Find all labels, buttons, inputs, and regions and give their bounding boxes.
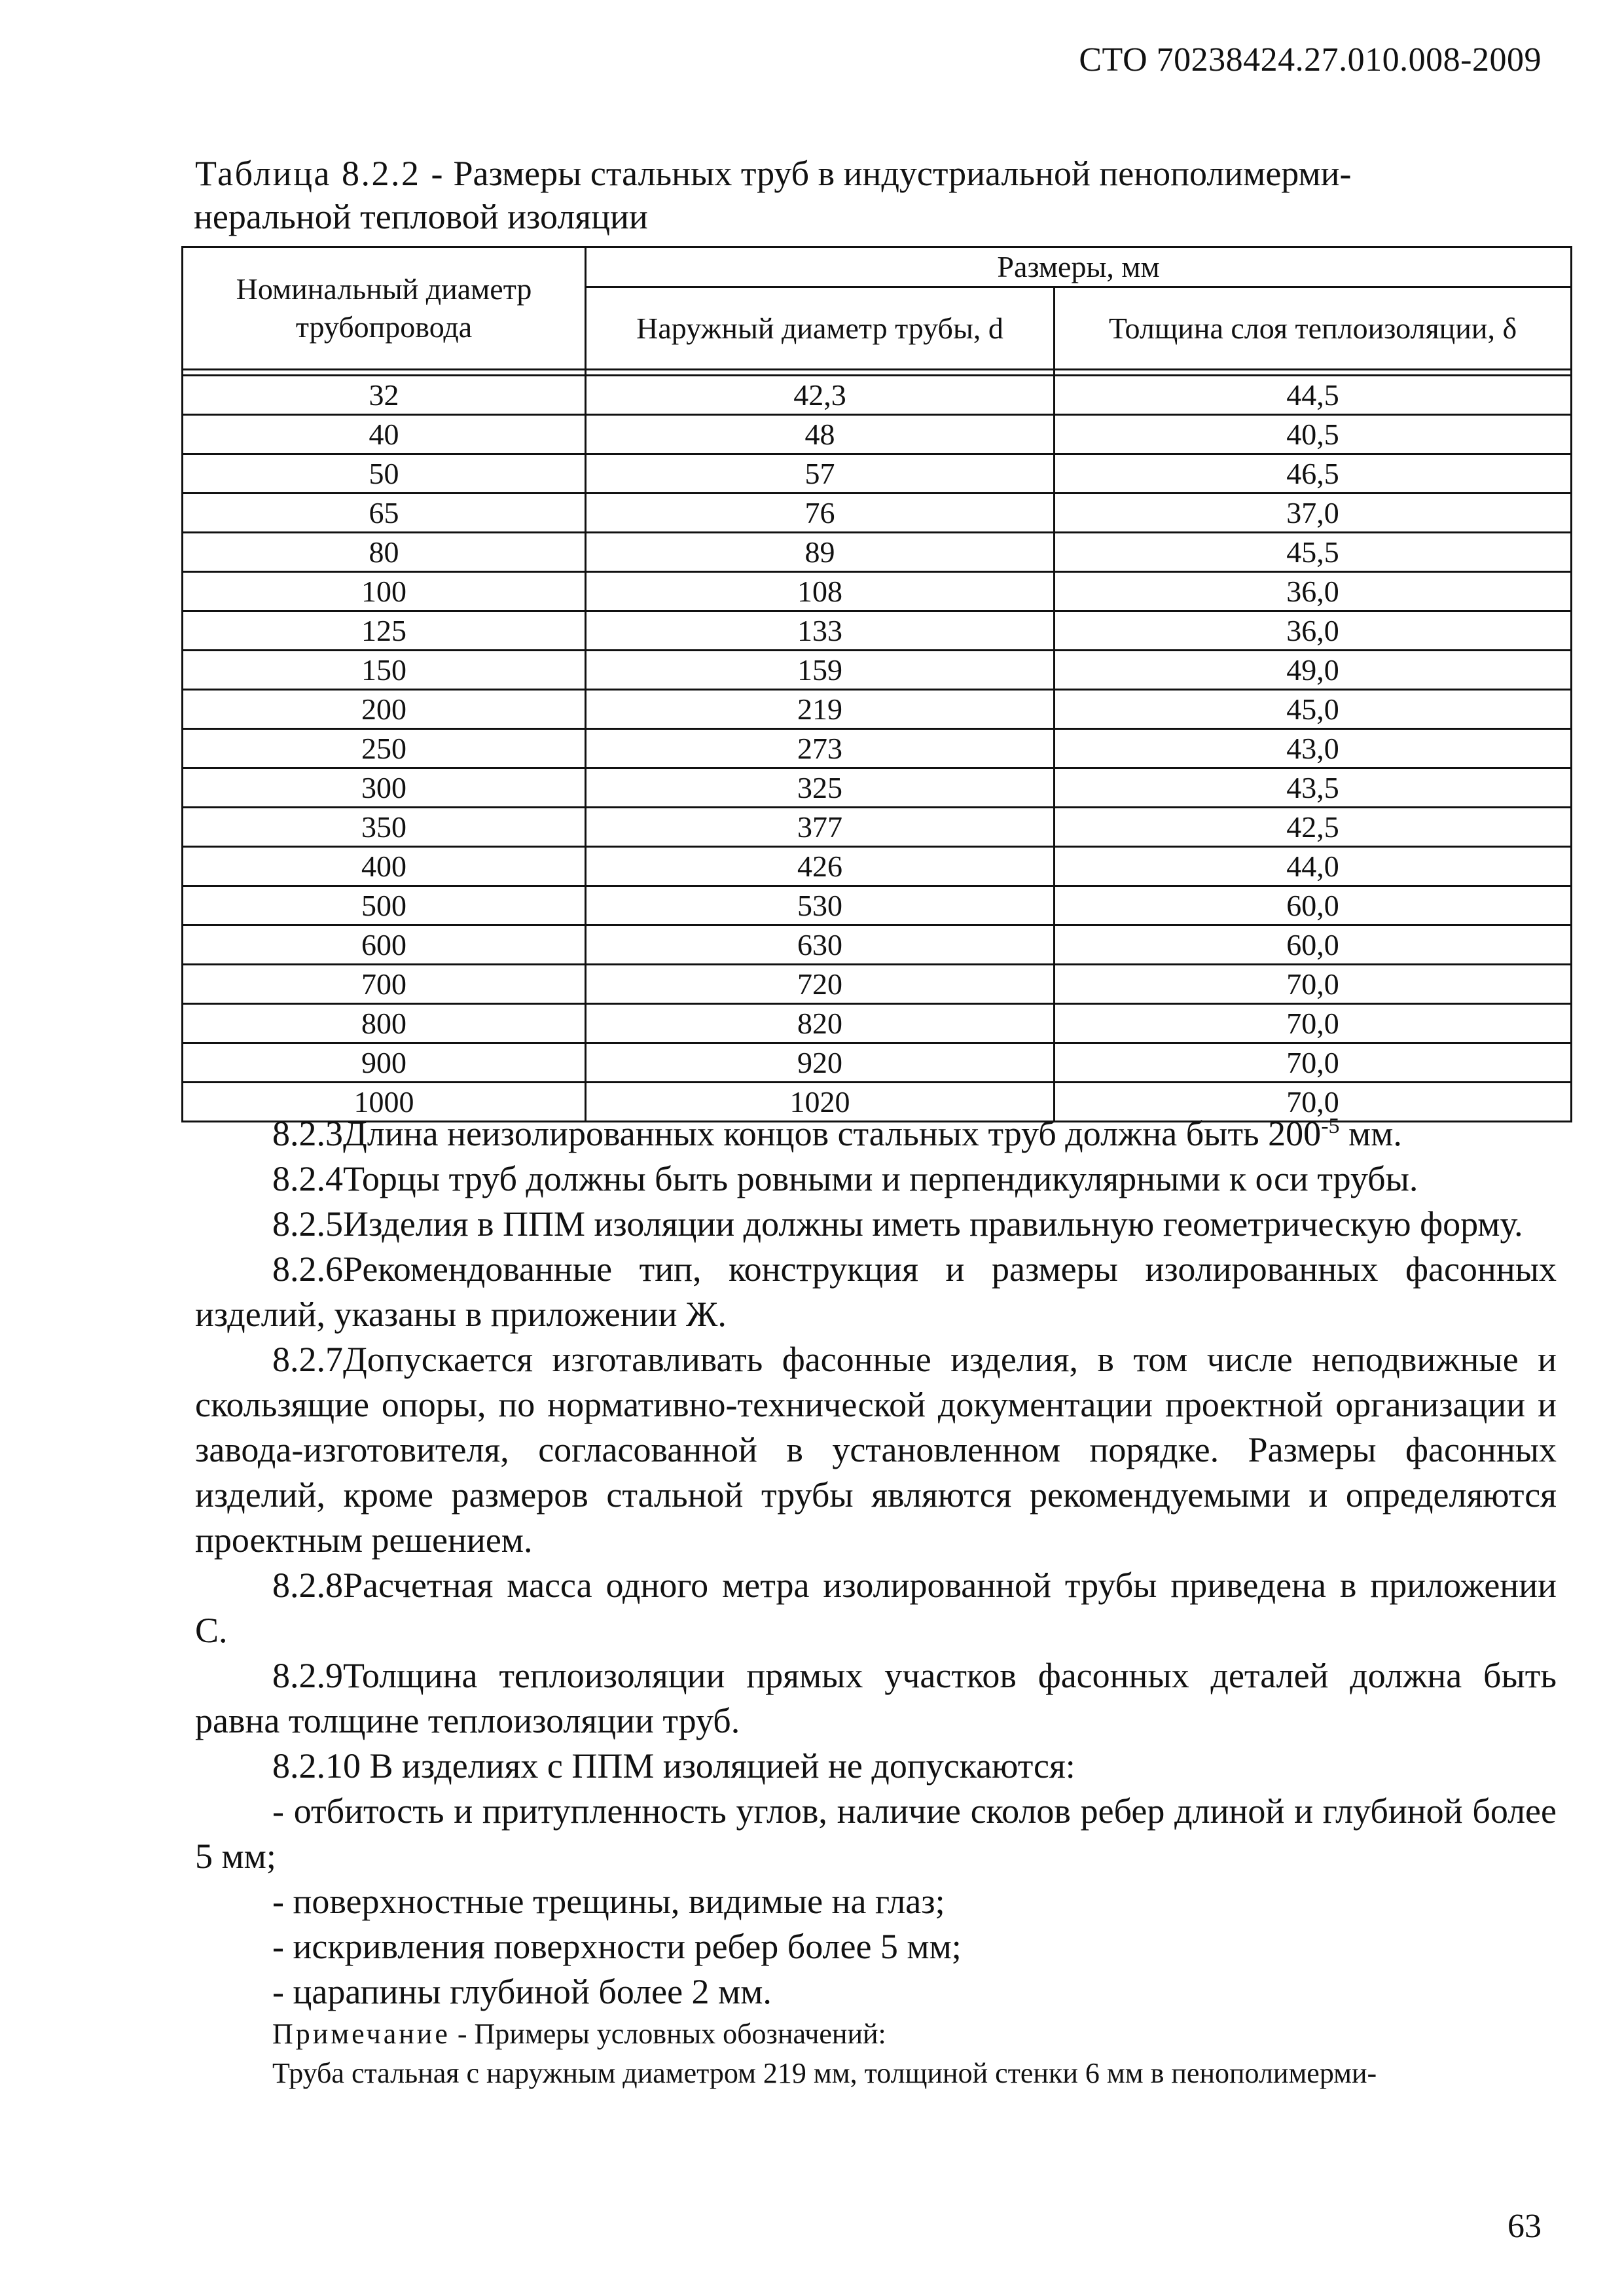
cell-insulation-thickness: 70,0 (1055, 965, 1572, 1004)
body-text (195, 1111, 1557, 2093)
table-row (183, 415, 1572, 454)
header-dimensions-group: Размеры, мм (586, 247, 1572, 287)
paragraph-8-2-3-unit: мм. (1339, 1114, 1402, 1153)
paragraph-8-2-3 (195, 1111, 1557, 1157)
list-item: - отбитость и притупленность углов, наличие сколов ребер длиной и глубиной более 5 мм; (195, 1791, 1557, 1876)
paragraph-8-2-4: 8.2.4Торцы труб должны быть ровными и перпендикулярными к оси трубы. (272, 1159, 1418, 1198)
cell-outer-diameter: 426 (586, 847, 1055, 886)
table-row (183, 376, 1572, 415)
table-row (183, 611, 1572, 651)
paragraph-8-2-8: 8.2.8Расчетная масса одного метра изолированной трубы приведена в приложении С. (195, 1566, 1557, 1650)
cell-insulation-thickness: 43,0 (1055, 729, 1572, 768)
table-row (183, 690, 1572, 729)
table-row (183, 493, 1572, 533)
table-row (183, 886, 1572, 925)
cell-insulation-thickness: 60,0 (1055, 925, 1572, 965)
list-item: - искривления поверхности ребер более 5 мм; (272, 1927, 962, 1966)
cell-outer-diameter: 1020 (586, 1083, 1055, 1122)
cell-insulation-thickness: 70,0 (1055, 1004, 1572, 1043)
cell-nominal-diameter: 125 (183, 611, 586, 651)
paragraph-8-2-7: 8.2.7Допускается изготавливать фасонные изделия, в том числе неподвижные и скользящие опоры, по нормативно-технической документации проектной организации и завода-изготовителя, согласованной в установленном порядке. Размеры фасонных изделий, кроме размеров стальной трубы являются рекомендуемыми и определяются проектным решением. (195, 1340, 1557, 1560)
cell-insulation-thickness: 44,5 (1055, 376, 1572, 415)
cell-insulation-thickness: 60,0 (1055, 886, 1572, 925)
cell-outer-diameter: 159 (586, 651, 1055, 690)
cell-insulation-thickness: 46,5 (1055, 454, 1572, 493)
paragraph-8-2-5: 8.2.5Изделия в ППМ изоляции должны иметь правильную геометрическую форму. (272, 1204, 1523, 1244)
table-row (183, 808, 1572, 847)
table-row (183, 1043, 1572, 1083)
cell-insulation-thickness: 36,0 (1055, 572, 1572, 611)
header-outer-diameter: Наружный диаметр трубы, d (586, 287, 1055, 370)
cell-outer-diameter: 273 (586, 729, 1055, 768)
note-title: Примечание (272, 2018, 450, 2050)
cell-outer-diameter: 108 (586, 572, 1055, 611)
cell-nominal-diameter: 65 (183, 493, 586, 533)
cell-nominal-diameter: 150 (183, 651, 586, 690)
table-row (183, 847, 1572, 886)
pipe-dimensions-table (181, 246, 1572, 1122)
cell-outer-diameter: 920 (586, 1043, 1055, 1083)
table-row (183, 729, 1572, 768)
cell-outer-diameter: 57 (586, 454, 1055, 493)
cell-insulation-thickness: 44,0 (1055, 847, 1572, 886)
table-row (183, 651, 1572, 690)
cell-outer-diameter: 219 (586, 690, 1055, 729)
note-title-tail: - Примеры условных обозначений: (450, 2018, 886, 2050)
cell-nominal-diameter: 200 (183, 690, 586, 729)
cell-nominal-diameter: 250 (183, 729, 586, 768)
table-caption-text: Размеры стальных труб в индустриальной пенополимерми- (444, 154, 1352, 193)
cell-nominal-diameter: 40 (183, 415, 586, 454)
cell-nominal-diameter: 350 (183, 808, 586, 847)
header-separator (183, 370, 1572, 376)
list-item: - поверхностные трещины, видимые на глаз; (272, 1882, 945, 1921)
header-insulation-thickness: Толщина слоя теплоизоляции, δ (1055, 287, 1572, 370)
paragraph-8-2-6: 8.2.6Рекомендованные тип, конструкция и размеры изолированных фасонных изделий, указаны в приложении Ж. (195, 1249, 1557, 1334)
cell-outer-diameter: 133 (586, 611, 1055, 651)
table-row (183, 572, 1572, 611)
cell-insulation-thickness: 70,0 (1055, 1083, 1572, 1122)
table-caption-lead: Таблица 8.2.2 - (195, 154, 444, 193)
cell-nominal-diameter: 100 (183, 572, 586, 611)
cell-outer-diameter: 325 (586, 768, 1055, 808)
cell-insulation-thickness: 37,0 (1055, 493, 1572, 533)
note-heading (195, 2015, 1557, 2054)
cell-nominal-diameter: 32 (183, 376, 586, 415)
page-number: 63 (1507, 2208, 1542, 2245)
cell-outer-diameter: 820 (586, 1004, 1055, 1043)
document-code: СТО 70238424.27.010.008-2009 (1079, 41, 1542, 79)
paragraph-8-2-9: 8.2.9Толщина теплоизоляции прямых участков фасонных деталей должна быть равна толщине теплоизоляции труб. (195, 1656, 1557, 1740)
cell-nominal-diameter: 1000 (183, 1083, 586, 1122)
cell-nominal-diameter: 80 (183, 533, 586, 572)
cell-insulation-thickness: 43,5 (1055, 768, 1572, 808)
cell-insulation-thickness: 70,0 (1055, 1043, 1572, 1083)
cell-insulation-thickness: 42,5 (1055, 808, 1572, 847)
table-row (183, 454, 1572, 493)
cell-nominal-diameter: 900 (183, 1043, 586, 1083)
table-caption-line2: неральной тепловой изоляции (194, 197, 648, 236)
cell-insulation-thickness: 45,0 (1055, 690, 1572, 729)
paragraph-8-2-10: 8.2.10 В изделиях с ППМ изоляцией не допускаются: (272, 1746, 1075, 1785)
cell-nominal-diameter: 600 (183, 925, 586, 965)
cell-outer-diameter: 48 (586, 415, 1055, 454)
cell-nominal-diameter: 400 (183, 847, 586, 886)
cell-insulation-thickness: 45,5 (1055, 533, 1572, 572)
cell-outer-diameter: 377 (586, 808, 1055, 847)
cell-nominal-diameter: 500 (183, 886, 586, 925)
cell-nominal-diameter: 800 (183, 1004, 586, 1043)
table-caption (195, 152, 1557, 238)
cell-nominal-diameter: 50 (183, 454, 586, 493)
table-row (183, 965, 1572, 1004)
cell-nominal-diameter: 700 (183, 965, 586, 1004)
cell-nominal-diameter: 300 (183, 768, 586, 808)
table-row (183, 533, 1572, 572)
table-body (183, 370, 1572, 1122)
cell-insulation-thickness: 36,0 (1055, 611, 1572, 651)
list-item: - царапины глубиной более 2 мм. (272, 1972, 772, 2011)
cell-outer-diameter: 42,3 (586, 376, 1055, 415)
table-row (183, 768, 1572, 808)
paragraph-8-2-3-tolerance: -5 (1321, 1114, 1340, 1138)
cell-insulation-thickness: 49,0 (1055, 651, 1572, 690)
header-nominal-diameter: Номинальный диаметр трубопровода (183, 247, 586, 370)
paragraph-8-2-3-text: 8.2.3Длина неизолированных концов стальных труб должна быть 200 (272, 1114, 1322, 1153)
table-row (183, 1004, 1572, 1043)
cell-outer-diameter: 630 (586, 925, 1055, 965)
cell-outer-diameter: 76 (586, 493, 1055, 533)
cell-insulation-thickness: 40,5 (1055, 415, 1572, 454)
cell-outer-diameter: 530 (586, 886, 1055, 925)
cell-outer-diameter: 720 (586, 965, 1055, 1004)
note-text: Труба стальная с наружным диаметром 219 мм, толщиной стенки 6 мм в пенополимерми- (272, 2057, 1377, 2089)
cell-outer-diameter: 89 (586, 533, 1055, 572)
table-row (183, 925, 1572, 965)
